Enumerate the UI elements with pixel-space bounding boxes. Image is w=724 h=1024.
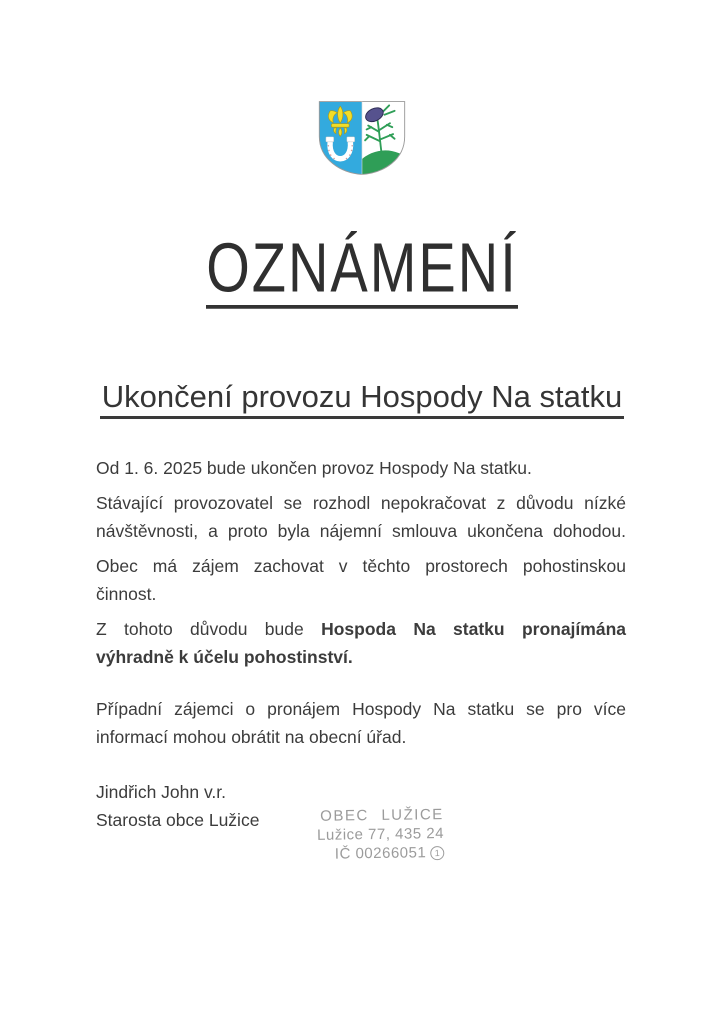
text-line: návštěvnosti, a proto byla nájemní smlouva ukončena dohodou. — [96, 521, 626, 541]
signatory-role: Starosta obce Lužice — [96, 810, 260, 830]
stamp-address: Lužice 77, 435 24 — [316, 825, 445, 844]
coat-of-arms-icon — [317, 91, 407, 185]
text-line: Obec má zájem zachovat v těchto prostorech pohostinskou — [96, 556, 626, 576]
text-line: činnost. — [96, 584, 157, 604]
page-subtitle: Ukončení provozu Hospody Na statku — [100, 380, 624, 419]
subtitle-row — [0, 380, 724, 419]
title-row — [0, 227, 724, 307]
stamp-ic-number: IČ 00266051 — [334, 844, 427, 863]
page-title: OZNÁMENÍ — [206, 230, 518, 309]
text-line — [96, 615, 626, 643]
circled-one-badge: 1 — [430, 846, 444, 860]
text-line — [96, 643, 626, 671]
paragraph-4 — [96, 615, 626, 671]
text-line: Od 1. 6. 2025 bude ukončen provoz Hospody Na statku. — [96, 458, 532, 478]
text-segment-bold: Hospoda Na statku pronajímána — [321, 619, 626, 639]
text-line: Stávající provozovatel se rozhodl nepokračovat z důvodu nízké — [96, 493, 626, 513]
text-line: informací mohou obrátit na obecní úřad. — [96, 727, 407, 747]
signatory-name: Jindřich John v.r. — [96, 782, 227, 802]
paragraph-2 — [96, 489, 626, 545]
paragraph-1 — [96, 454, 626, 482]
text-segment: Z tohoto důvodu bude — [96, 619, 304, 639]
signature-block — [96, 778, 259, 834]
paragraph-3 — [96, 552, 626, 608]
paragraph-5 — [96, 695, 626, 751]
text-segment-bold: výhradně k účelu pohostinství. — [96, 647, 353, 667]
body-text — [96, 454, 626, 758]
text-line: Případní zájemci o pronájem Hospody Na statku se pro více — [96, 699, 626, 719]
official-stamp — [308, 805, 445, 864]
stamp-ic-line — [308, 843, 444, 864]
stamp-municipality: OBEC LUŽICE — [320, 806, 444, 825]
